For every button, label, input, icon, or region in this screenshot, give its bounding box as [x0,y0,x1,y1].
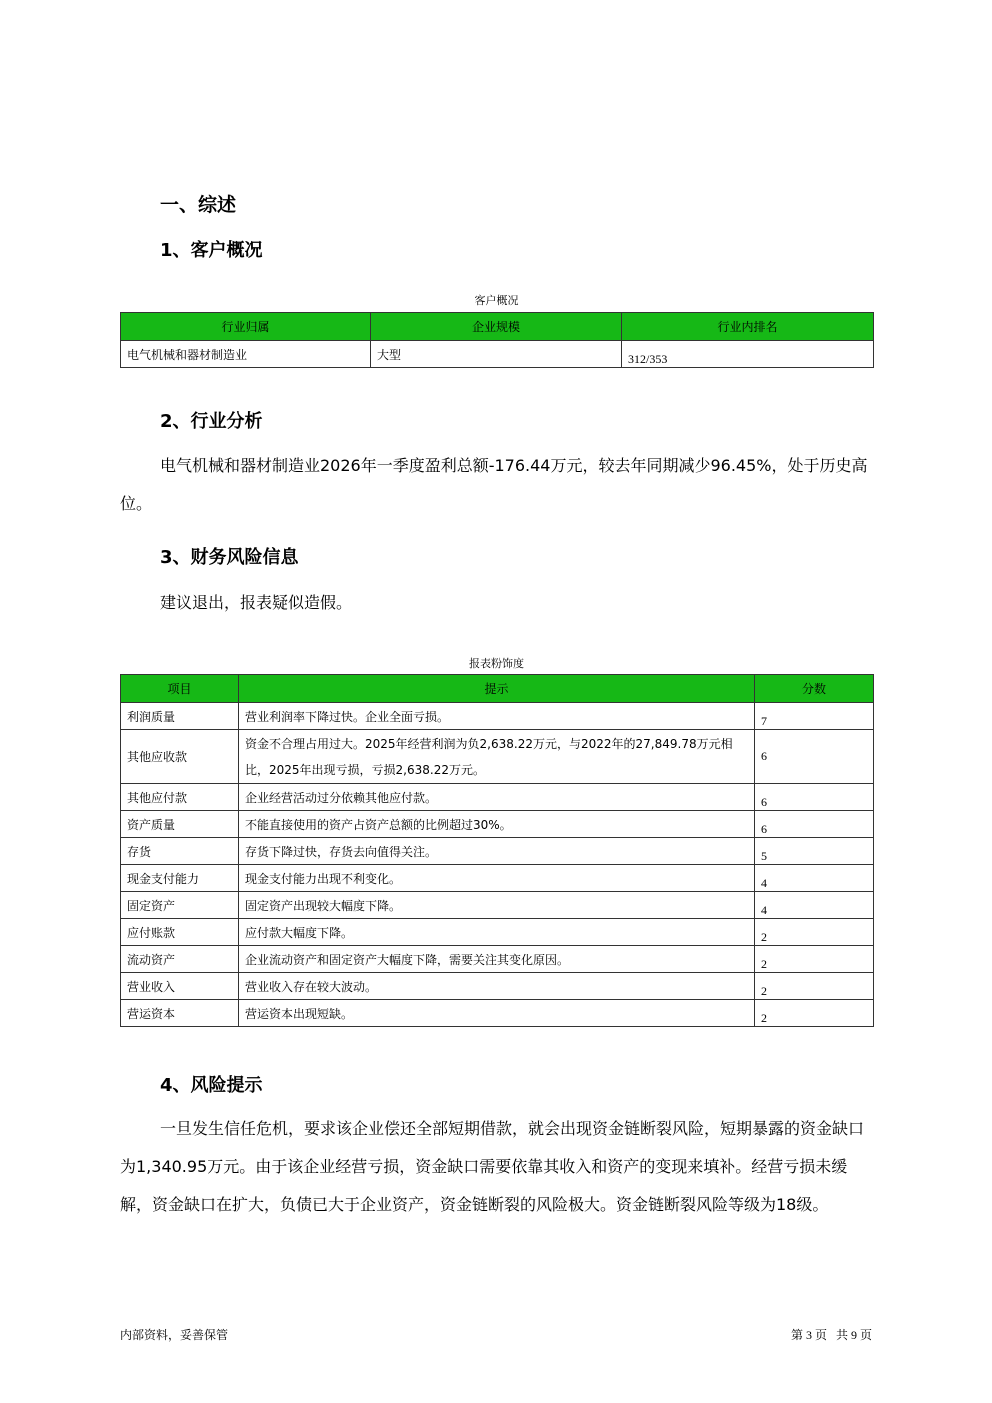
table-header-scale: 企业规模 [371,313,622,341]
table-cell-item: 其他应收款 [121,730,239,784]
customer-overview-table [120,312,874,368]
table-cell-item: 流动资产 [121,946,239,973]
table-caption-customer: 客户概况 [474,294,519,307]
table-header-industry: 行业归属 [121,313,371,341]
table-cell-score: 6 [755,730,874,784]
subsection-title-financial-risk: 3、财务风险信息 [160,547,299,568]
table-cell-hint: 存货下降过快，存货去向值得关注。 [239,838,755,865]
table-row [121,730,874,784]
table-cell-rank: 312/353 [622,341,874,368]
table-cell-hint: 应付款大幅度下降。 [239,919,755,946]
table-cell-score: 5 [755,838,874,865]
section-title-overview: 一、综述 [160,194,237,216]
table-cell-hint: 营运资本出现短缺。 [239,1000,755,1027]
table-cell-item: 资产质量 [121,811,239,838]
table-row [121,703,874,730]
table-header-hint: 提示 [239,675,755,703]
table-cell-score: 2 [755,973,874,1000]
table-cell-item: 利润质量 [121,703,239,730]
table-cell-score: 2 [755,946,874,973]
table-cell-score: 7 [755,703,874,730]
table-header-rank: 行业内排名 [622,313,874,341]
table-row [121,892,874,919]
table-cell-item: 应付账款 [121,919,239,946]
table-cell-score: 6 [755,811,874,838]
table-cell-hint: 企业流动资产和固定资产大幅度下降，需要关注其变化原因。 [239,946,755,973]
table-cell-hint: 固定资产出现较大幅度下降。 [239,892,755,919]
table-cell-hint: 资金不合理占用过大。2025年经营利润为负2,638.22万元，与2022年的27,849.78万元相比，2025年出现亏损，亏损2,638.22万元。 [239,730,755,784]
subsection-title-customer: 1、客户概况 [160,240,263,261]
table-cell-score: 2 [755,919,874,946]
table-cell-item: 现金支付能力 [121,865,239,892]
table-header-item: 项目 [121,675,239,703]
table-row [121,838,874,865]
table-row [121,784,874,811]
table-row [121,865,874,892]
table-cell-item: 其他应付款 [121,784,239,811]
table-cell-item: 营运资本 [121,1000,239,1027]
table-cell-item: 存货 [121,838,239,865]
table-row [121,973,874,1000]
risk-warning-paragraph: 一旦发生信任危机，要求该企业偿还全部短期借款，就会出现资金链断裂风险，短期暴露的资金缺口为1,340.95万元。由于该企业经营亏损，资金缺口需要依靠其收入和资产的变现来填补。经营亏损未缓解，资金缺口在扩大，负债已大于企业资产，资金链断裂的风险极大。资金链断裂风险等级为18级。 [120,1119,865,1214]
table-cell-score: 4 [755,865,874,892]
industry-analysis-paragraph: 电气机械和器材制造业2026年一季度盈利总额-176.44万元，较去年同期减少96.45%，处于历史高位。 [120,456,868,513]
table-row [121,919,874,946]
table-caption-embellishment: 报表粉饰度 [469,657,524,670]
footer-page-number: 第 3 页 共 9 页 [790,1328,872,1342]
table-cell-item: 固定资产 [121,892,239,919]
table-cell-score: 4 [755,892,874,919]
table-cell-item: 营业收入 [121,973,239,1000]
table-cell-score: 6 [755,784,874,811]
footer-confidential: 内部资料，妥善保管 [120,1328,229,1342]
table-cell-hint: 不能直接使用的资产占资产总额的比例超过30%。 [239,811,755,838]
table-row [121,1000,874,1027]
table-cell-hint: 现金支付能力出现不利变化。 [239,865,755,892]
table-row [121,946,874,973]
financial-risk-paragraph: 建议退出，报表疑似造假。 [160,593,353,612]
table-header-score: 分数 [755,675,874,703]
table-cell-hint: 企业经营活动过分依赖其他应付款。 [239,784,755,811]
subsection-title-risk-warning: 4、风险提示 [160,1075,263,1096]
table-cell-hint: 营业收入存在较大波动。 [239,973,755,1000]
table-cell-industry: 电气机械和器材制造业 [121,341,371,368]
table-cell-hint: 营业利润率下降过快。企业全面亏损。 [239,703,755,730]
table-cell-scale: 大型 [371,341,622,368]
subsection-title-industry: 2、行业分析 [160,411,263,432]
embellishment-table [120,674,874,1027]
table-cell-score: 2 [755,1000,874,1027]
table-row [121,811,874,838]
